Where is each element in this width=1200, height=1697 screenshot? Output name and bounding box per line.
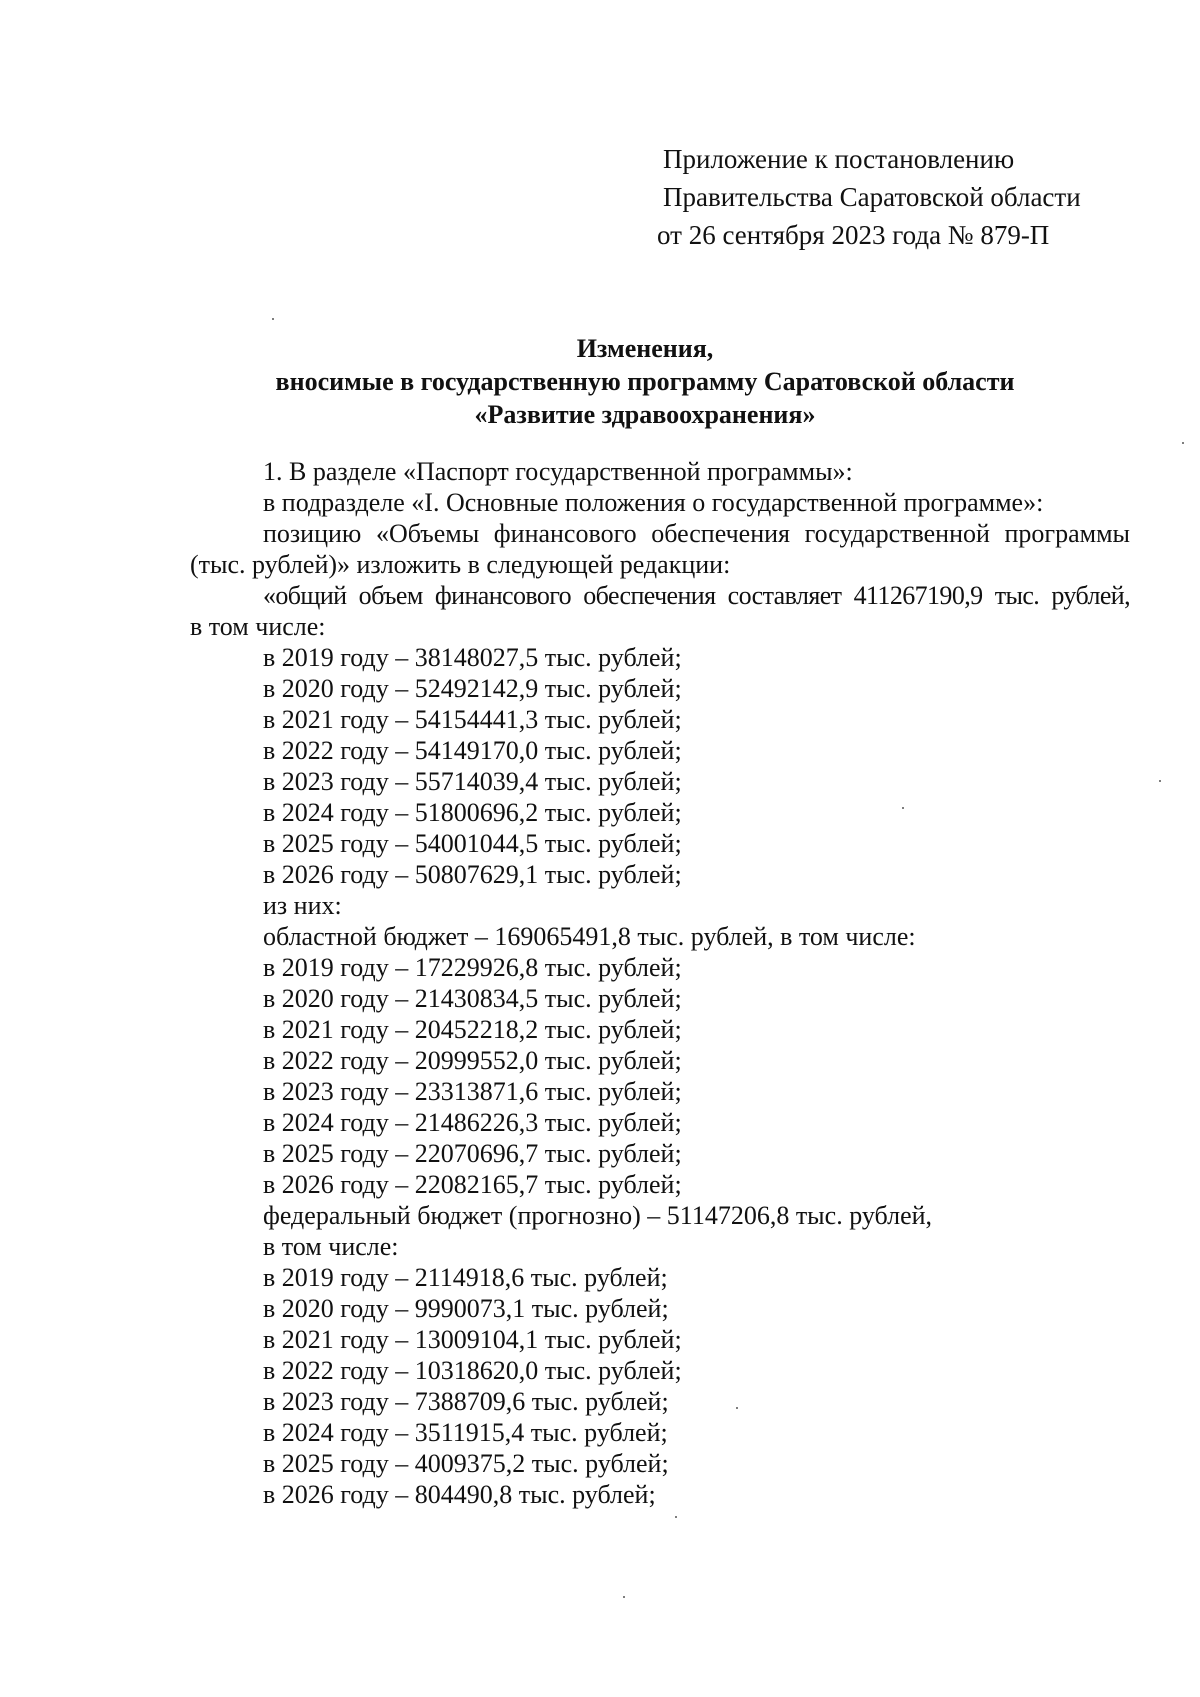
header-line-1: Приложение к постановлению xyxy=(663,144,1015,174)
federal-year-line: в 2019 году – 2114918,6 тыс. рублей; xyxy=(263,1263,668,1292)
federal-year-line: в 2024 году – 3511915,4 тыс. рублей; xyxy=(263,1418,668,1447)
scan-speck xyxy=(272,318,274,320)
federal-year-line: в 2020 году – 9990073,1 тыс. рублей; xyxy=(263,1294,669,1323)
regional-year-line: в 2022 году – 20999552,0 тыс. рублей; xyxy=(263,1046,682,1075)
federal-budget-including: в том числе: xyxy=(263,1232,399,1261)
title-line-1: Изменения, xyxy=(576,334,714,363)
federal-year-line: в 2026 году – 804490,8 тыс. рублей; xyxy=(263,1480,656,1509)
of-them-label: из них: xyxy=(263,891,342,920)
federal-year-line: в 2021 году – 13009104,1 тыс. рублей; xyxy=(263,1325,682,1354)
paragraph-4-line-2: в том числе: xyxy=(190,612,326,641)
total-year-line: в 2022 году – 54149170,0 тыс. рублей; xyxy=(263,736,682,765)
regional-year-line: в 2024 году – 21486226,3 тыс. рублей; xyxy=(263,1108,682,1137)
regional-year-line: в 2019 году – 17229926,8 тыс. рублей; xyxy=(263,953,682,982)
total-year-line: в 2020 году – 52492142,9 тыс. рублей; xyxy=(263,674,682,703)
header-line-3: от 26 сентября 2023 года № 879-П xyxy=(657,220,1050,250)
federal-year-line: в 2025 году – 4009375,2 тыс. рублей; xyxy=(263,1449,669,1478)
total-year-line: в 2024 году – 51800696,2 тыс. рублей; xyxy=(263,798,682,827)
total-year-line: в 2025 году – 54001044,5 тыс. рублей; xyxy=(263,829,682,858)
regional-year-line: в 2026 году – 22082165,7 тыс. рублей; xyxy=(263,1170,682,1199)
paragraph-4-line-1: «общий объем финансового обеспечения составляет 411267190,9 тыс. рублей, xyxy=(263,581,1130,610)
document-body xyxy=(190,456,1130,1510)
federal-budget-total: федеральный бюджет (прогнозно) – 51147206,8 тыс. рублей, xyxy=(263,1201,933,1230)
approval-header xyxy=(657,140,1143,254)
header-line-2: Правительства Саратовской области xyxy=(663,182,1081,212)
paragraph-3-line-1: позицию «Объемы финансового обеспечения государственной программы xyxy=(263,519,1130,548)
paragraph-3-line-2: (тыс. рублей)» изложить в следующей редакции: xyxy=(190,550,731,579)
total-year-line: в 2026 году – 50807629,1 тыс. рублей; xyxy=(263,860,682,889)
regional-year-line: в 2020 году – 21430834,5 тыс. рублей; xyxy=(263,984,682,1013)
scan-speck xyxy=(1182,442,1184,444)
regional-budget-total: областной бюджет – 169065491,8 тыс. рублей, в том числе: xyxy=(263,922,916,951)
scan-speck xyxy=(623,1596,625,1598)
regional-year-line: в 2023 году – 23313871,6 тыс. рублей; xyxy=(263,1077,682,1106)
federal-year-line: в 2023 году – 7388709,6 тыс. рублей; xyxy=(263,1387,669,1416)
scan-speck xyxy=(902,807,904,809)
federal-year-line: в 2022 году – 10318620,0 тыс. рублей; xyxy=(263,1356,682,1385)
total-year-line: в 2023 году – 55714039,4 тыс. рублей; xyxy=(263,767,682,796)
document-title xyxy=(180,332,1110,431)
paragraph-1: 1. В разделе «Паспорт государственной программы»: xyxy=(263,457,853,486)
scan-speck xyxy=(736,1407,738,1409)
total-year-line: в 2021 году – 54154441,3 тыс. рублей; xyxy=(263,705,682,734)
regional-year-line: в 2021 году – 20452218,2 тыс. рублей; xyxy=(263,1015,682,1044)
paragraph-2: в подразделе «I. Основные положения о государственной программе»: xyxy=(263,488,1044,517)
scan-speck xyxy=(675,1516,677,1518)
title-line-2: вносимые в государственную программу Саратовской области xyxy=(275,367,1015,396)
title-line-3: «Развитие здравоохранения» xyxy=(474,400,816,429)
scan-speck xyxy=(1159,780,1161,782)
total-year-line: в 2019 году – 38148027,5 тыс. рублей; xyxy=(263,643,682,672)
regional-year-line: в 2025 году – 22070696,7 тыс. рублей; xyxy=(263,1139,682,1168)
